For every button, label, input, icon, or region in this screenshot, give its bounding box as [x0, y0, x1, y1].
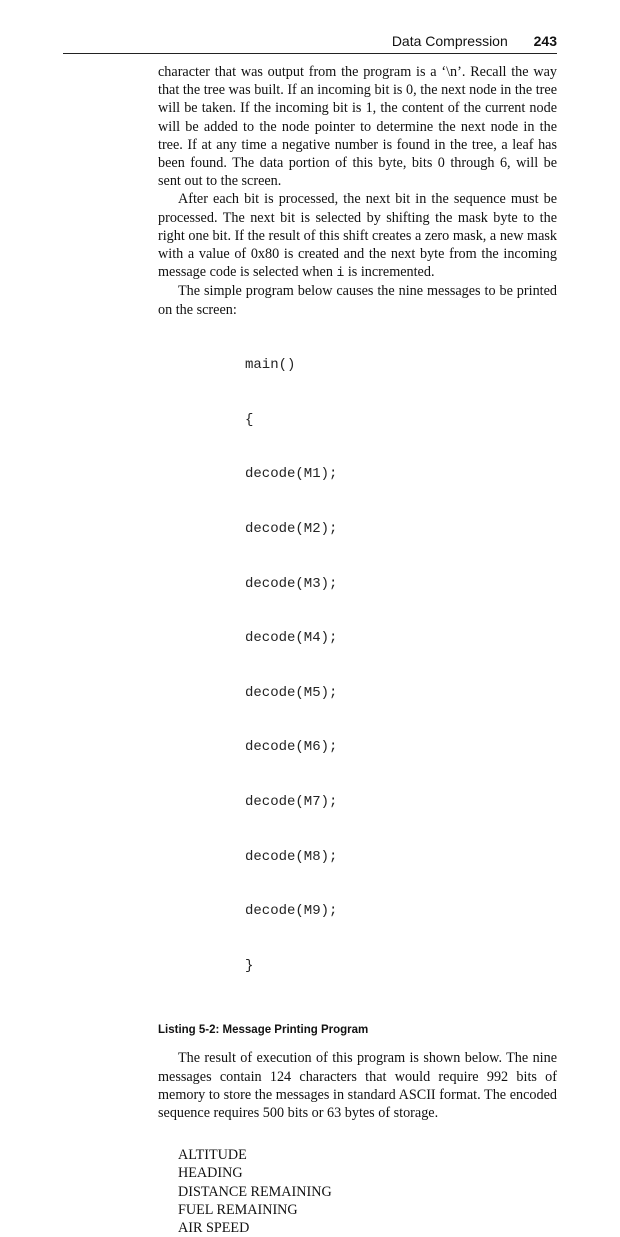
- inline-code-i: i: [336, 265, 345, 281]
- code-line: decode(M4);: [245, 630, 338, 647]
- page-body: [158, 63, 557, 1237]
- output-message: ALTITUDE: [178, 1147, 247, 1164]
- running-head: [392, 33, 557, 49]
- paragraph-3: The simple program below causes the nine messages to be printed on the screen:: [158, 283, 557, 318]
- paragraph-2-text-b: is incremented.: [344, 264, 435, 281]
- output-message: HEADING: [178, 1165, 243, 1182]
- listing-caption: Listing 5-2: Message Printing Program: [158, 1024, 369, 1037]
- section-title: Data Compression: [391, 33, 508, 49]
- code-line: decode(M9);: [245, 903, 338, 920]
- code-line: decode(M1);: [245, 466, 338, 483]
- paragraph-1: character that was output from the program is a ‘\n’. Recall the way that the tree was built. If an incoming bit is 0, the next node in the tree will be taken. If the incoming bit is 1, the content of the current node will be added to the node pointer to determine the next node in the tree. If at any time a negative number is found in the tree, a leaf has been found. The data portion of this byte, bits 0 through 6, will be sent out to the screen.: [158, 64, 557, 190]
- code-listing: [245, 320, 557, 1012]
- output-messages: [178, 1146, 557, 1237]
- code-line: }: [245, 957, 254, 974]
- code-line: decode(M6);: [245, 739, 338, 756]
- output-message: DISTANCE REMAINING: [178, 1183, 332, 1200]
- code-line: decode(M3);: [245, 575, 338, 592]
- paragraph-2: [158, 190, 557, 282]
- page-number: 243: [533, 33, 557, 49]
- output-message: FUEL REMAINING: [178, 1201, 298, 1218]
- header-rule: [63, 53, 557, 54]
- paragraph-2-text-a: After each bit is processed, the next bit in the sequence must be processed. The next bit is selected by shifting the mask byte to the right one bit. If the result of this shift creates a zero mask, a new mask with a value of 0x80 is created and the next byte from the incoming message code is selected when: [158, 191, 557, 281]
- output-message: AIR SPEED: [178, 1219, 250, 1236]
- code-line: decode(M8);: [245, 848, 338, 865]
- code-line: decode(M7);: [245, 794, 338, 810]
- code-line: decode(M5);: [245, 684, 338, 701]
- code-line: main(): [245, 357, 296, 374]
- code-line: {: [245, 411, 254, 428]
- code-line: decode(M2);: [245, 521, 338, 538]
- paragraph-4: The result of execution of this program is shown below. The nine messages contain 124 characters that would require 992 bits of memory to store the messages in standard ASCII format. The encoded sequence requires 500 bits or 63 bytes of storage.: [158, 1050, 557, 1121]
